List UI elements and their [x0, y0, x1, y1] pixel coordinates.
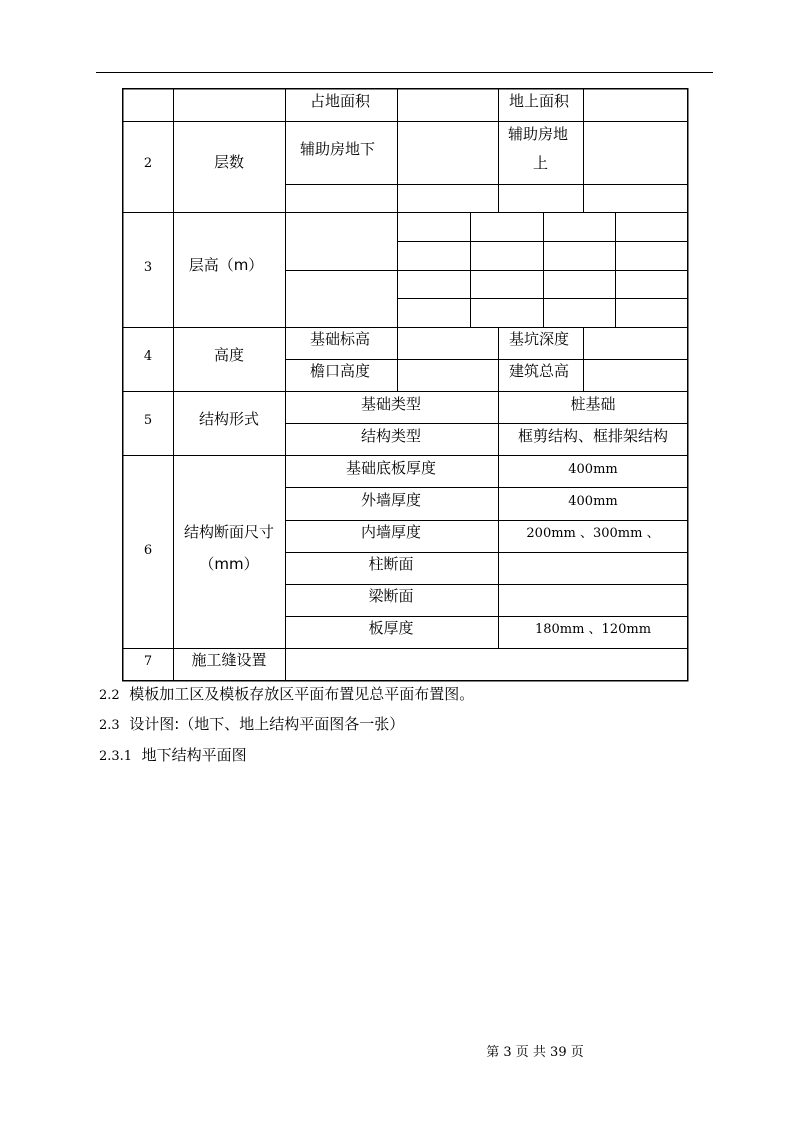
label-structure-form: 结构形式 — [198, 410, 260, 428]
row-number-2: 2 — [143, 156, 153, 171]
label-section-size-unit: （mm） — [199, 555, 259, 573]
page-footer: 第 3 页 共 39 页 — [486, 1045, 584, 1060]
row-number-6: 6 — [143, 543, 153, 558]
cell-total-building-height: 建筑总高 — [509, 362, 570, 380]
cell-interior-wall-thickness: 内墙厚度 — [360, 523, 422, 541]
label-construction-joint: 施工缝设置 — [191, 651, 267, 669]
label-section-size: 结构断面尺寸 — [183, 523, 275, 541]
row-number-5: 5 — [143, 413, 153, 428]
cell-base-slab-thickness-value: 400mm — [568, 462, 618, 477]
cell-eave-height: 檐口高度 — [310, 362, 371, 380]
cell-land-area-label: 占地面积 — [310, 92, 371, 110]
paragraph-2-3-number: 2.3 — [99, 718, 120, 733]
cell-exterior-wall-thickness: 外墙厚度 — [360, 491, 422, 509]
row-number-7: 7 — [143, 654, 153, 669]
paragraph-2-3-1-text: 地下结构平面图 — [141, 746, 247, 764]
cell-above-ground-area-label: 地上面积 — [509, 92, 570, 110]
cell-foundation-type-value: 桩基础 — [570, 395, 616, 413]
cell-slab-thickness: 板厚度 — [368, 619, 414, 637]
label-floor-height: 层高（m） — [188, 256, 264, 274]
paragraph-2-3-1-number: 2.3.1 — [99, 749, 133, 764]
label-floors: 层数 — [213, 153, 245, 171]
cell-slab-thickness-value: 180mm 、120mm — [534, 622, 652, 637]
cell-interior-wall-thickness-value: 200mm 、300mm 、 — [526, 526, 660, 541]
paragraph-2-2-number: 2.2 — [99, 688, 120, 703]
cell-pit-depth: 基坑深度 — [509, 330, 570, 348]
row-number-3: 3 — [143, 260, 153, 275]
cell-structure-type: 结构类型 — [360, 427, 422, 445]
cell-exterior-wall-thickness-value: 400mm — [568, 494, 618, 509]
cell-base-slab-thickness: 基础底板厚度 — [345, 459, 437, 477]
cell-aux-underground: 辅助房地下 — [300, 140, 376, 158]
cell-aux-above-line1: 辅助房地 — [508, 125, 569, 143]
paragraph-2-3-text: 设计图:（地下、地上结构平面图各一张） — [129, 715, 405, 733]
row-number-4: 4 — [143, 349, 153, 364]
cell-structure-type-value: 框剪结构、框排架结构 — [517, 427, 669, 445]
label-height: 高度 — [213, 346, 245, 364]
paragraph-2-2-text: 模板加工区及模板存放区平面布置见总平面布置图。 — [129, 685, 475, 703]
cell-foundation-elevation: 基础标高 — [310, 330, 371, 348]
cell-beam-section: 梁断面 — [368, 587, 414, 605]
paragraph-2-3 — [99, 714, 404, 736]
cell-foundation-type: 基础类型 — [360, 395, 422, 413]
paragraph-2-2 — [99, 684, 474, 706]
paragraph-2-3-1 — [99, 745, 247, 767]
cell-column-section: 柱断面 — [368, 555, 414, 573]
cell-aux-above-line2: 上 — [533, 154, 549, 172]
